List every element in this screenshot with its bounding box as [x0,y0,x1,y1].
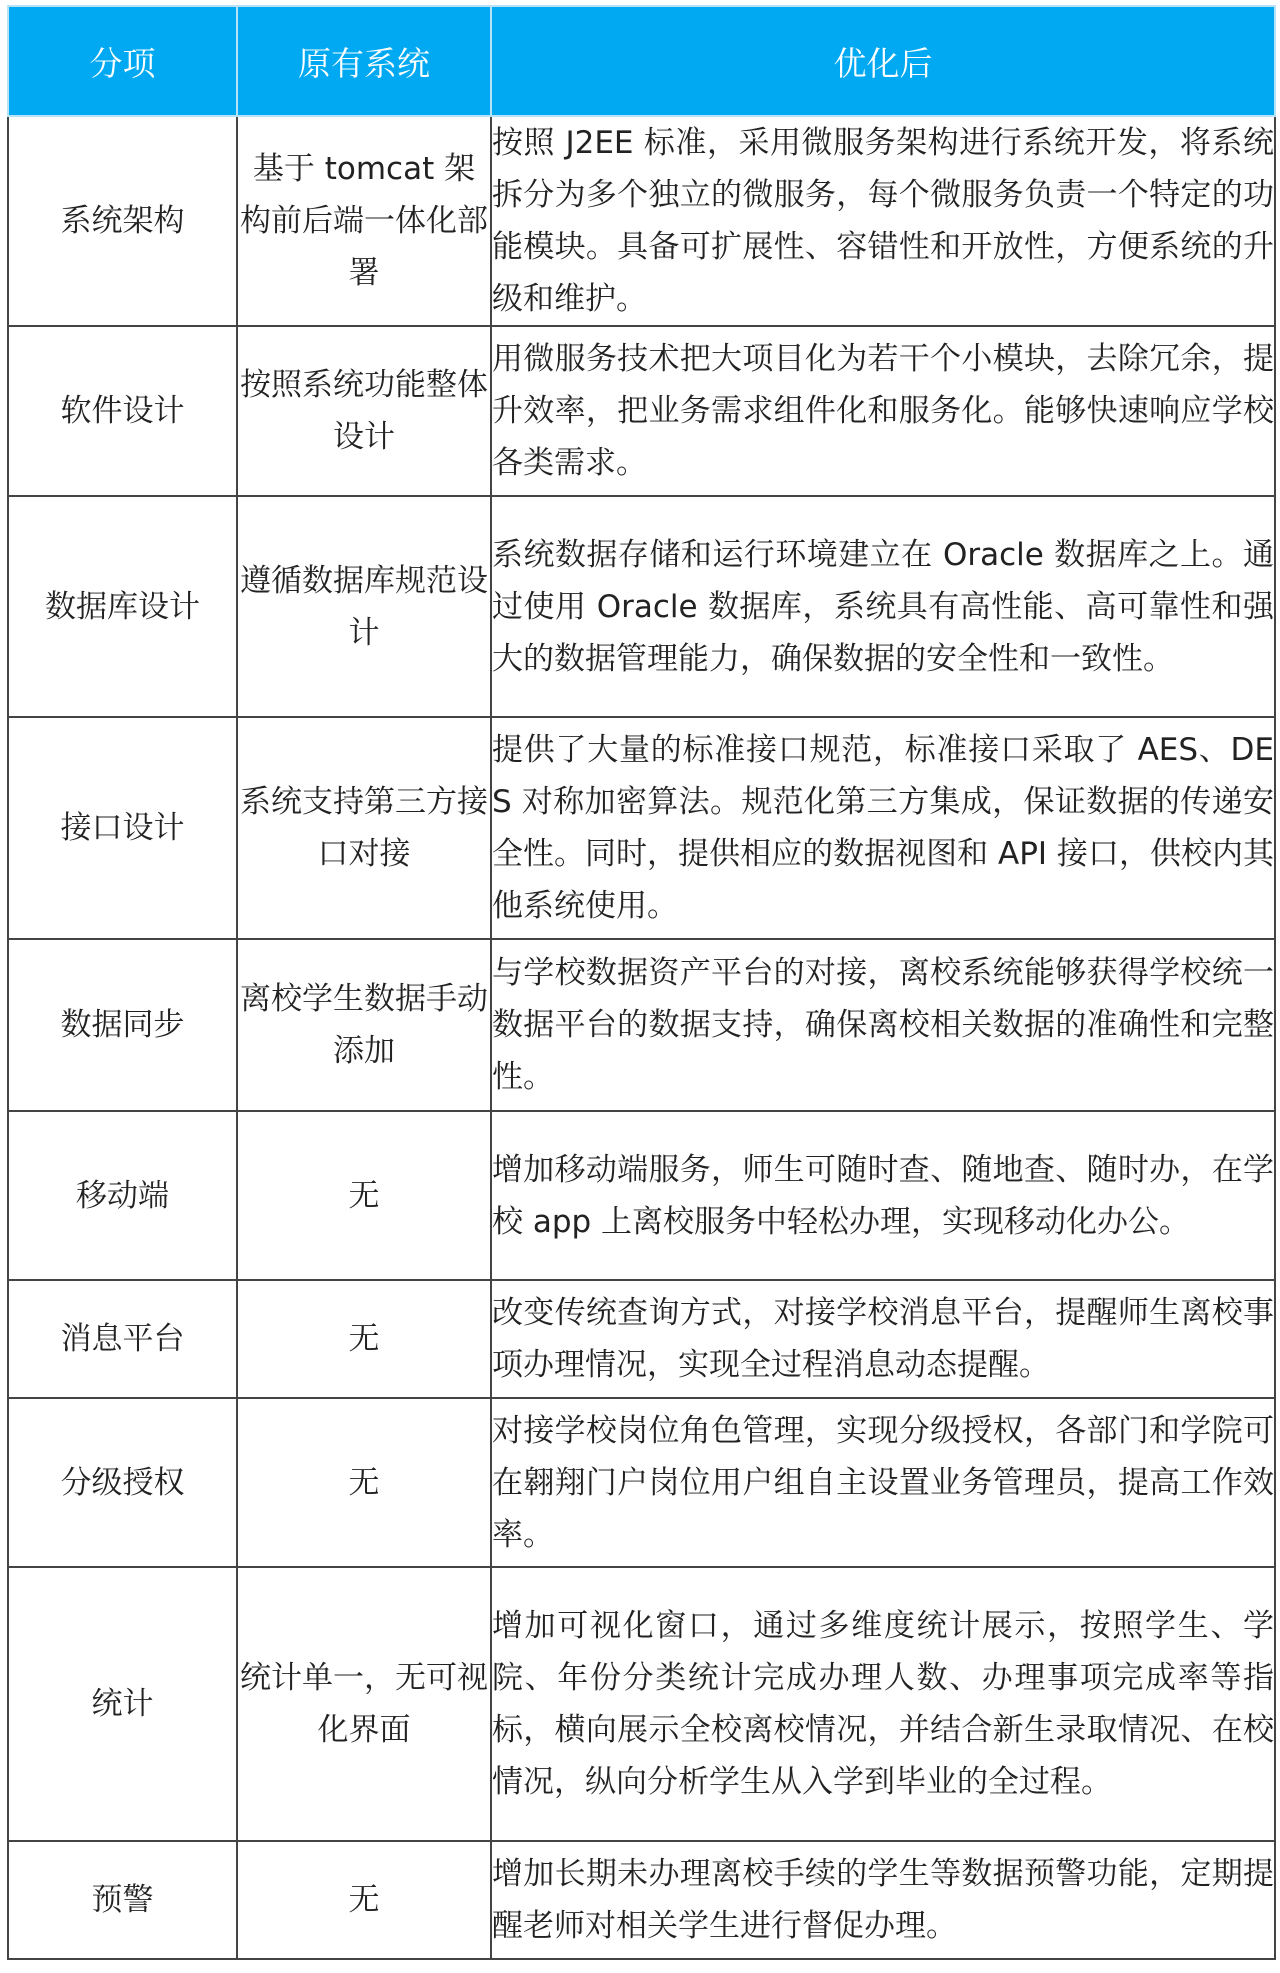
table-row [8,1111,1275,1280]
header-row [8,6,1275,116]
row-original: 遵循数据库规范设计 [237,496,491,717]
header-optimized: 优化后 [491,6,1275,116]
row-original: 统计单一，无可视化界面 [237,1567,491,1841]
table-row [8,717,1275,939]
table-row [8,1280,1275,1398]
row-category: 移动端 [8,1111,237,1280]
row-original: 离校学生数据手动添加 [237,939,491,1111]
row-category: 软件设计 [8,326,237,496]
row-category: 数据库设计 [8,496,237,717]
header-category: 分项 [8,6,237,116]
header-original: 原有系统 [237,6,491,116]
row-category: 统计 [8,1567,237,1841]
table-row [8,1398,1275,1567]
row-original: 系统支持第三方接口对接 [237,717,491,939]
row-category: 预警 [8,1841,237,1959]
row-optimized: 按照 J2EE 标准，采用微服务架构进行系统开发，将系统拆分为多个独立的微服务，每个微服务负责一个特定的功能模块。具备可扩展性、容错性和开放性，方便系统的升级和维护。 [491,116,1275,326]
row-category: 分级授权 [8,1398,237,1567]
row-optimized: 提供了大量的标准接口规范，标准接口采取了 AES、DES 对称加密算法。规范化第三方集成，保证数据的传递安全性。同时，提供相应的数据视图和 API 接口，供校内其他系统使用。 [491,717,1275,939]
row-original: 无 [237,1111,491,1280]
table-row [8,1567,1275,1841]
row-category: 数据同步 [8,939,237,1111]
row-original: 无 [237,1398,491,1567]
table-row [8,939,1275,1111]
row-optimized: 增加可视化窗口，通过多维度统计展示，按照学生、学院、年份分类统计完成办理人数、办理事项完成率等指标，横向展示全校离校情况，并结合新生录取情况、在校情况，纵向分析学生从入学到毕业的全过程。 [491,1567,1275,1841]
row-optimized: 改变传统查询方式，对接学校消息平台，提醒师生离校事项办理情况，实现全过程消息动态提醒。 [491,1280,1275,1398]
table-row [8,496,1275,717]
row-optimized: 与学校数据资产平台的对接，离校系统能够获得学校统一数据平台的数据支持，确保离校相关数据的准确性和完整性。 [491,939,1275,1111]
row-optimized: 系统数据存储和运行环境建立在 Oracle 数据库之上。通过使用 Oracle 数据库，系统具有高性能、高可靠性和强大的数据管理能力，确保数据的安全性和一致性。 [491,496,1275,717]
table-row [8,326,1275,496]
row-optimized: 增加移动端服务，师生可随时查、随地查、随时办，在学校 app 上离校服务中轻松办理，实现移动化办公。 [491,1111,1275,1280]
comparison-table-wrapper [7,5,1276,1960]
row-optimized: 用微服务技术把大项目化为若干个小模块，去除冗余，提升效率，把业务需求组件化和服务化。能够快速响应学校各类需求。 [491,326,1275,496]
row-optimized: 对接学校岗位角色管理，实现分级授权，各部门和学院可在翱翔门户岗位用户组自主设置业务管理员，提高工作效率。 [491,1398,1275,1567]
table-row [8,1841,1275,1959]
row-category: 消息平台 [8,1280,237,1398]
row-category: 系统架构 [8,116,237,326]
row-optimized: 增加长期未办理离校手续的学生等数据预警功能，定期提醒老师对相关学生进行督促办理。 [491,1841,1275,1959]
row-category: 接口设计 [8,717,237,939]
row-original: 无 [237,1841,491,1959]
comparison-table [7,5,1276,1960]
table-row [8,116,1275,326]
row-original: 基于 tomcat 架构前后端一体化部署 [237,116,491,326]
row-original: 按照系统功能整体设计 [237,326,491,496]
row-original: 无 [237,1280,491,1398]
